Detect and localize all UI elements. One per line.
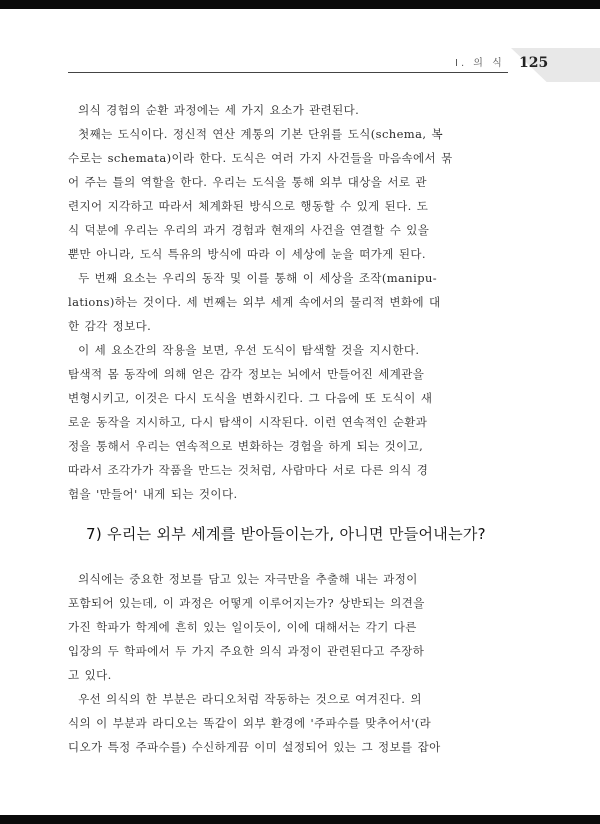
- text-line: 로운 동작을 지시하고, 다시 탐색이 시작된다. 이런 연속적인 순환과: [68, 415, 428, 429]
- text-line: 의식 경험의 순환 과정에는 세 가지 요소가 관련된다.: [68, 103, 360, 117]
- top-border: [0, 0, 600, 9]
- text-line: 뿐만 아니라, 도식 특유의 방식에 따라 이 세상에 눈을 떠가게 된다.: [68, 247, 426, 261]
- text-line: 식의 이 부분과 라디오는 똑같이 외부 환경에 '주파수를 맞추어서'(라: [68, 716, 432, 730]
- header-rule: [68, 72, 508, 73]
- text-line: 이 세 요소간의 작용을 보면, 우선 도식이 탐색할 것을 지시한다.: [68, 343, 420, 357]
- bottom-border: [0, 815, 600, 824]
- text-line: 우선 의식의 한 부분은 라디오처럼 작동하는 것으로 여겨진다. 의: [68, 692, 422, 706]
- section-heading: 7) 우리는 외부 세계를 받아들이는가, 아니면 만들어내는가?: [86, 525, 486, 543]
- page-number: 125: [519, 55, 549, 71]
- text-line: 식 덕분에 우리는 우리의 과거 경험과 현재의 사건을 연결할 수 있을: [68, 223, 430, 237]
- text-line: 고 있다.: [68, 668, 112, 682]
- text-line: 디오가 특정 주파수를) 수신하게끔 이미 설정되어 있는 그 정보를 잡아: [68, 740, 441, 754]
- chapter-label: I. 의 식: [455, 58, 505, 69]
- text-line: 수로는 schemata)이라 한다. 도식은 여러 가지 사건들을 마음속에서 묶: [68, 151, 453, 165]
- body-section-1: [68, 98, 464, 506]
- text-line: 첫째는 도식이다. 정신적 연산 계통의 기본 단위를 도식(schema, 복: [68, 127, 443, 141]
- text-line: 변형시키고, 이것은 다시 도식을 변화시킨다. 그 다음에 또 도식이 새: [68, 391, 433, 405]
- text-line: 따라서 조각가가 작품을 만드는 것처럼, 사람마다 서로 다른 의식 경: [68, 463, 429, 477]
- text-line: 련지어 지각하고 따라서 체계화된 방식으로 행동할 수 있게 된다. 도: [68, 199, 429, 213]
- text-line: 어 주는 틀의 역할을 한다. 우리는 도식을 통해 외부 대상을 서로 관: [68, 175, 427, 189]
- text-line: 두 번째 요소는 우리의 동작 및 이를 통해 이 세상을 조작(manipu-: [68, 271, 438, 285]
- text-line: 험을 '만들어' 내게 되는 것이다.: [68, 487, 238, 501]
- body-section-2: [68, 567, 464, 759]
- text-line: 의식에는 중요한 정보를 담고 있는 자극만을 추출해 내는 과정이: [68, 572, 418, 586]
- text-line: 정을 통해서 우리는 연속적으로 변화하는 경험을 하게 되는 것이고,: [68, 439, 424, 453]
- text-line: 탐색적 몸 동작에 의해 얻은 감각 정보는 뇌에서 만들어진 세계관을: [68, 367, 425, 381]
- text-line: lations)하는 것이다. 세 번째는 외부 세계 속에서의 물리적 변화에 대: [68, 295, 441, 309]
- text-line: 포함되어 있는데, 이 과정은 어떻게 이루어지는가? 상반되는 의견을: [68, 596, 425, 610]
- text-line: 가진 학파가 학계에 흔히 있는 일이듯이, 이에 대해서는 각기 다른: [68, 620, 417, 634]
- text-line: 한 감각 정보다.: [68, 319, 152, 333]
- text-line: 입장의 두 학파에서 두 가지 주요한 의식 과정이 관련된다고 주장하: [68, 644, 425, 658]
